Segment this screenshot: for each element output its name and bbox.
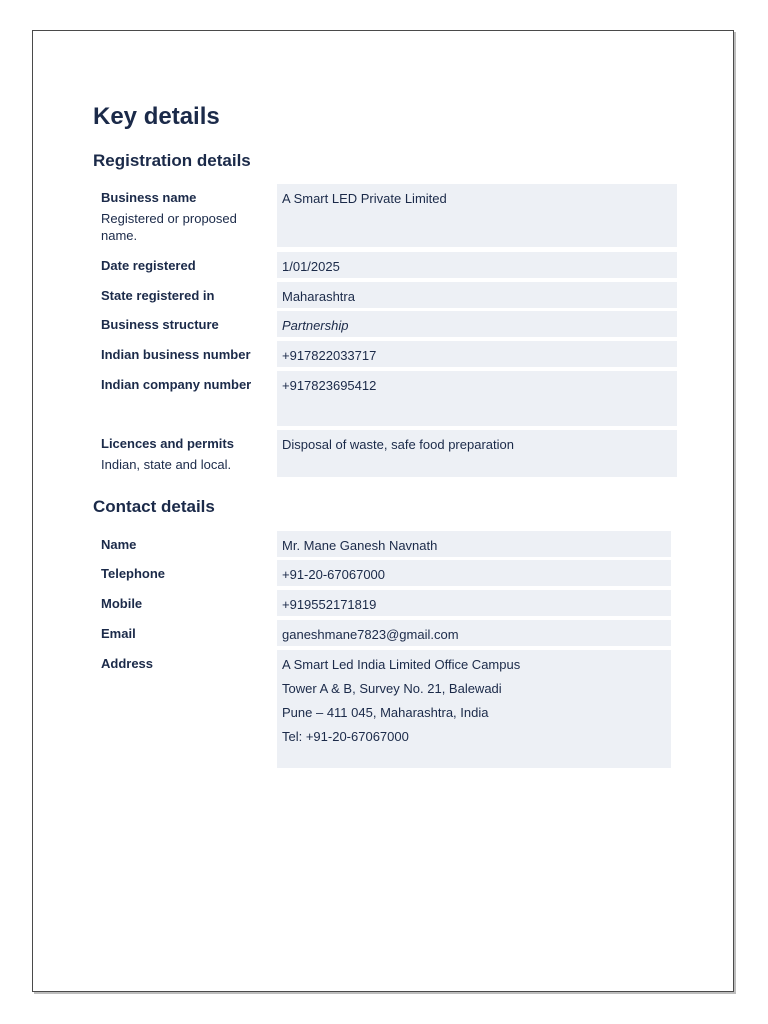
document-page (32, 30, 734, 992)
registration-heading: Registration details (93, 151, 251, 170)
business-structure-label: Business structure (101, 317, 219, 332)
telephone-label-block (101, 565, 271, 582)
email-label: Email (101, 626, 136, 641)
telephone-value[interactable]: +91-20-67067000 (277, 560, 671, 586)
company-number-label: Indian company number (101, 377, 252, 392)
telephone-label: Telephone (101, 566, 166, 581)
contact-name-label: Name (101, 537, 137, 552)
company-number-label-block (101, 376, 271, 393)
licences-label-block (101, 435, 271, 473)
contact-name-value[interactable]: Mr. Mane Ganesh Navnath (277, 531, 671, 557)
business-name-label: Business name (101, 190, 197, 205)
mobile-label: Mobile (101, 596, 143, 611)
date-registered-label: Date registered (101, 258, 196, 273)
licences-hint: Indian, state and local. (101, 457, 232, 472)
page-title: Key details (93, 103, 220, 130)
state-registered-label-block (101, 287, 271, 304)
business-name-hint: Registered or proposed name. (101, 211, 237, 243)
contact-heading: Contact details (93, 497, 215, 516)
business-number-label-block (101, 346, 271, 363)
business-name-value[interactable]: A Smart LED Private Limited (277, 184, 677, 247)
business-number-value[interactable]: +917822033717 (277, 341, 677, 367)
mobile-label-block (101, 595, 271, 612)
licences-label: Licences and permits (101, 436, 234, 451)
company-number-value[interactable]: +917823695412 (277, 371, 677, 426)
business-structure-label-block (101, 316, 271, 333)
address-line: Pune – 411 045, Maharashtra, India (282, 705, 489, 720)
address-line: Tower A & B, Survey No. 21, Balewadi (282, 681, 502, 696)
contact-name-label-block (101, 536, 271, 553)
state-registered-label: State registered in (101, 288, 215, 303)
business-name-label-block (101, 189, 271, 244)
business-number-label: Indian business number (101, 347, 251, 362)
date-registered-value[interactable]: 1/01/2025 (277, 252, 677, 278)
date-registered-label-block (101, 257, 271, 274)
address-line: Tel: +91-20-67067000 (282, 729, 409, 744)
licences-value[interactable]: Disposal of waste, safe food preparation (277, 430, 677, 477)
state-registered-value[interactable]: Maharashtra (277, 282, 677, 308)
address-line: A Smart Led India Limited Office Campus (282, 657, 521, 672)
email-value[interactable]: ganeshmane7823@gmail.com (277, 620, 671, 646)
business-structure-value[interactable]: Partnership (277, 311, 677, 337)
address-label: Address (101, 656, 154, 671)
address-value[interactable] (277, 650, 671, 768)
address-label-block (101, 655, 271, 672)
email-label-block (101, 625, 271, 642)
mobile-value[interactable]: +919552171819 (277, 590, 671, 616)
